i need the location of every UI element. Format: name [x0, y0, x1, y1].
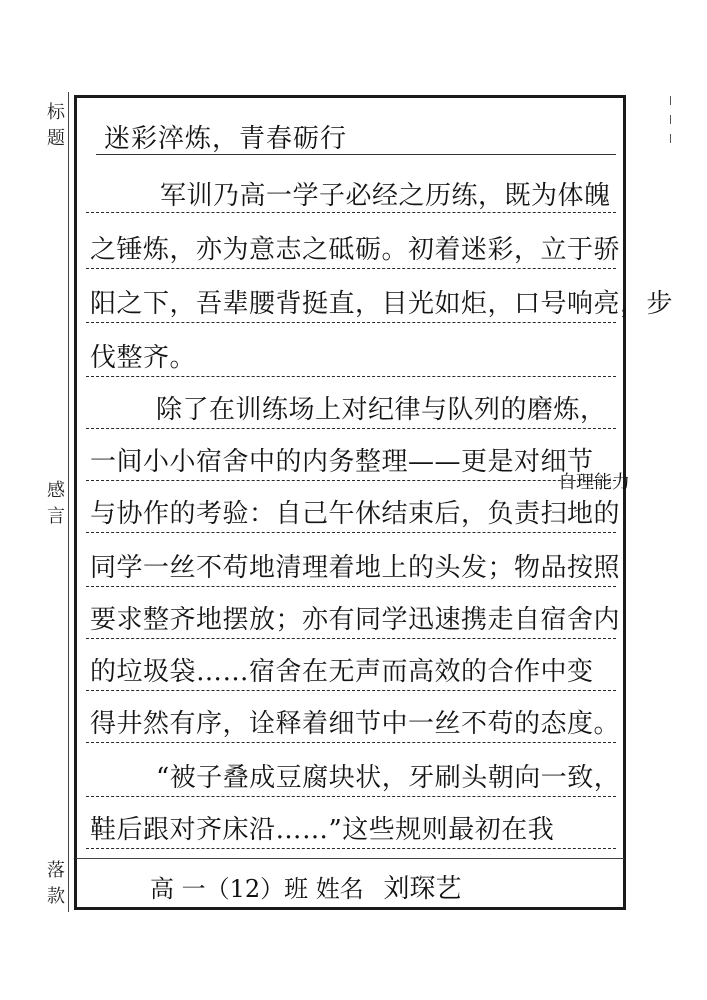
ruled-line [86, 848, 616, 849]
margin-rule [68, 92, 69, 912]
title-side-label-char-1: 标 [47, 102, 65, 123]
essay-line: 的垃圾袋……宿舍在无声而高效的合作中变 [90, 657, 594, 687]
ruled-line [86, 480, 616, 481]
student-signature: 刘琛艺 [383, 874, 462, 904]
signature-side-label-char-1: 落 [47, 860, 65, 881]
essay-line: 同学一丝不苟地清理着地上的头发；物品按照 [90, 553, 621, 583]
signature-side-label [36, 858, 76, 910]
title-row [96, 110, 616, 155]
essay-line: 军训乃高一学子必经之历练，既为体魄 [160, 181, 611, 211]
ruled-line [86, 586, 616, 587]
title-side-label-char-2: 题 [47, 128, 65, 149]
signature-divider [76, 858, 624, 859]
ruled-line [86, 322, 616, 323]
essay-line: 伐整齐。 [90, 343, 197, 373]
signature-row [150, 868, 461, 904]
essay-line: 鞋后跟对齐床沿……”这些规则最初在我 [90, 815, 555, 845]
ruled-line [86, 742, 616, 743]
ruled-line [86, 638, 616, 639]
essay-line: 与协作的考验：自己午休结束后，负责扫地的 [90, 499, 621, 529]
essay-line: “被子叠成豆腐块状，牙刷头朝向一致， [156, 763, 621, 793]
essay-line: 之锤炼，亦为意志之砥砺。初着迷彩，立于骄 [90, 235, 621, 265]
tick-marks [670, 96, 676, 146]
class-name-label: 高 一（12）班 姓名 [150, 875, 364, 903]
title-side-label [36, 100, 76, 152]
ruled-line [86, 268, 616, 269]
essay-line: 要求整齐地摆放；亦有同学迅速携走自宿舍内 [90, 605, 621, 635]
ruled-line [86, 690, 616, 691]
essay-title: 迷彩淬炼，青春砺行 [104, 124, 348, 154]
ruled-line [86, 428, 616, 429]
essay-line: 一间小小宿舍中的内务整理——更是对细节 [90, 447, 594, 477]
essay-line: 得井然有序，诠释着细节中一丝不苟的态度。 [90, 709, 621, 739]
essay-line: 阳之下，吾辈腰背挺直，目光如炬，口号响亮，步 [90, 289, 674, 319]
essay-side-label-char-2: 言 [47, 506, 65, 527]
signature-side-label-char-2: 款 [47, 886, 65, 907]
essay-line: 除了在训练场上对纪律与队列的磨炼， [156, 395, 607, 425]
ruled-line [86, 532, 616, 533]
margin-annotation: 自理能力 [558, 472, 630, 493]
ruled-line [86, 796, 616, 797]
essay-side-label [36, 478, 76, 530]
essay-side-label-char-1: 感 [47, 480, 65, 501]
ruled-line [86, 376, 616, 377]
